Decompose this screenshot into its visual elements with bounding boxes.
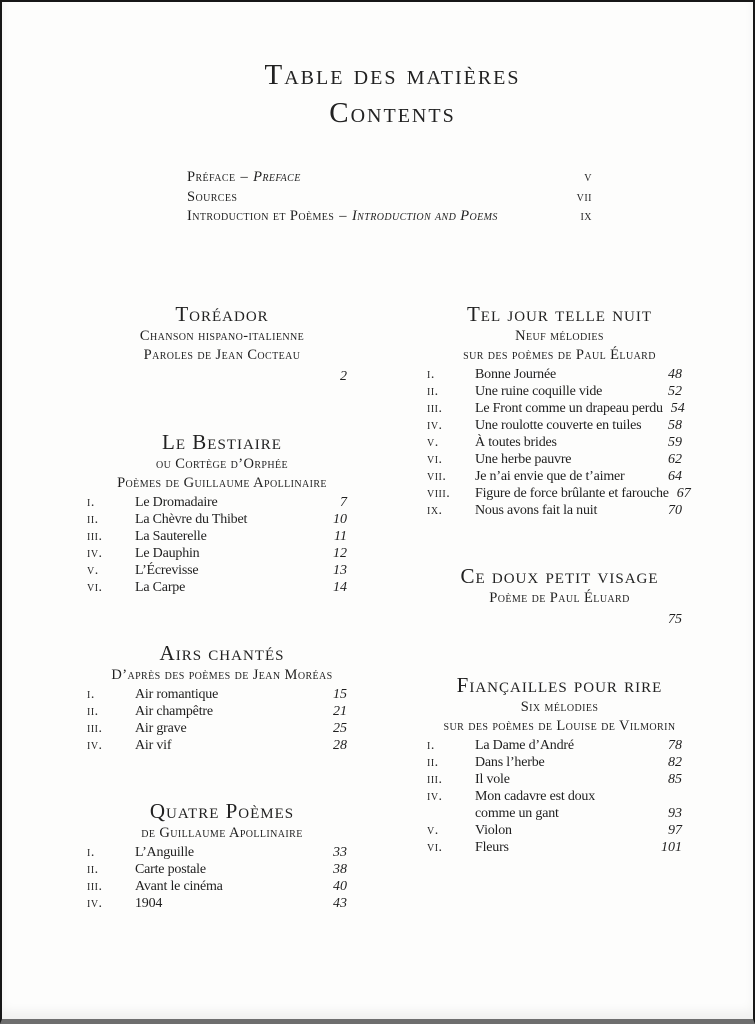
entry-title: Carte postale bbox=[135, 862, 206, 877]
entry-page: 101 bbox=[661, 840, 682, 855]
toc-section-fiancailles-pour-rire bbox=[427, 672, 692, 856]
entry-page: 78 bbox=[668, 738, 682, 753]
entry-page: 25 bbox=[333, 721, 347, 736]
front-matter-label-fr: Sources bbox=[187, 188, 238, 205]
toc-item-list bbox=[87, 494, 357, 596]
section-title: Airs chantés bbox=[159, 641, 285, 665]
entry-numeral: vi. bbox=[427, 840, 443, 855]
entry-title: La Sauterelle bbox=[135, 529, 207, 544]
entry-page: 14 bbox=[333, 580, 347, 595]
entry-title: La Chèvre du Thibet bbox=[135, 512, 248, 527]
entry-title: Air romantique bbox=[135, 687, 219, 702]
section-title: Quatre Poèmes bbox=[149, 799, 295, 823]
entry-page: 21 bbox=[333, 704, 347, 719]
entry-page: 48 bbox=[668, 367, 682, 382]
section-subtitle: sur des poèmes de Paul Éluard bbox=[463, 347, 656, 363]
section-subtitle: Neuf mélodies bbox=[515, 328, 604, 344]
toc-entry bbox=[427, 771, 682, 788]
entry-title: Nous avons fait la nuit bbox=[475, 503, 598, 518]
toc-entry bbox=[87, 720, 347, 737]
entry-page: 59 bbox=[668, 435, 682, 450]
toc-entry bbox=[427, 451, 682, 468]
entry-page: 10 bbox=[333, 512, 347, 527]
entry-page: 43 bbox=[333, 896, 347, 911]
toc-entry bbox=[427, 383, 682, 400]
entry-numeral: iv. bbox=[87, 896, 103, 911]
entry-numeral: i. bbox=[87, 495, 95, 510]
entry-page: 64 bbox=[668, 469, 682, 484]
toc-entry bbox=[87, 579, 347, 596]
entry-title: L’Anguille bbox=[135, 845, 194, 860]
entry-numeral: i. bbox=[87, 845, 95, 860]
toc-section-toreador bbox=[87, 301, 357, 385]
section-page-row bbox=[427, 610, 692, 628]
front-matter-label-en: Introduction and Poems bbox=[351, 208, 498, 224]
entry-title: Fleurs bbox=[475, 840, 509, 855]
front-matter-separator: – bbox=[240, 169, 249, 185]
entry-page: 67 bbox=[676, 486, 691, 501]
entry-title: Air grave bbox=[135, 721, 187, 736]
section-subtitle: Chanson hispano-italienne bbox=[139, 328, 305, 344]
entry-title: La Carpe bbox=[135, 580, 186, 595]
front-matter-row bbox=[187, 207, 592, 227]
toc-entry bbox=[87, 895, 347, 912]
page-title bbox=[32, 56, 753, 132]
toc-entry bbox=[427, 788, 682, 805]
entry-numeral: iii. bbox=[87, 879, 103, 894]
toc-entry bbox=[87, 861, 347, 878]
entry-numeral: iv. bbox=[427, 418, 443, 433]
section-subtitle: sur des poèmes de Louise de Vilmorin bbox=[443, 718, 676, 734]
front-matter-label-en: Preface bbox=[253, 169, 301, 185]
section-subtitle: Paroles de Jean Cocteau bbox=[143, 347, 301, 363]
toc-entry bbox=[87, 494, 347, 511]
toc-entry bbox=[427, 417, 682, 434]
toc-entry bbox=[427, 839, 682, 856]
front-matter-label bbox=[187, 207, 498, 227]
entry-numeral: vi. bbox=[427, 452, 443, 467]
toc-item-list bbox=[427, 737, 692, 856]
entry-numeral: iii. bbox=[87, 529, 103, 544]
entry-numeral: v. bbox=[427, 435, 439, 450]
entry-page: 54 bbox=[670, 401, 685, 416]
entry-page: 70 bbox=[668, 503, 682, 518]
entry-numeral: ii. bbox=[427, 755, 439, 770]
column-right bbox=[427, 301, 692, 912]
entry-numeral: ii. bbox=[87, 704, 99, 719]
toc-entry bbox=[427, 737, 682, 754]
entry-title: Figure de force brûlante et farouche bbox=[475, 486, 669, 501]
toc-entry bbox=[427, 366, 682, 383]
entry-numeral: iv. bbox=[87, 738, 103, 753]
toc-entry bbox=[87, 878, 347, 895]
front-matter-label-fr: Introduction et Poèmes bbox=[187, 208, 335, 224]
section-subtitle: Poèmes de Guillaume Apollinaire bbox=[117, 475, 327, 491]
section-title: Toréador bbox=[175, 302, 269, 326]
entry-title: Air champêtre bbox=[135, 704, 213, 719]
toc-entry bbox=[87, 528, 347, 545]
entry-page: 93 bbox=[668, 806, 682, 821]
entry-title: Le Front comme un drapeau perdu bbox=[475, 401, 663, 416]
toc-entry bbox=[87, 737, 347, 754]
toc-entry-continuation bbox=[427, 805, 682, 822]
front-matter-label bbox=[187, 168, 301, 188]
section-title: Le Bestiaire bbox=[162, 430, 282, 454]
entry-numeral: iii. bbox=[87, 721, 103, 736]
front-matter-row bbox=[187, 168, 592, 188]
toc-section-le-bestiaire bbox=[87, 429, 357, 596]
entry-page: 12 bbox=[333, 546, 347, 561]
toc-section-airs-chantes bbox=[87, 640, 357, 754]
section-subtitle: D’après des poèmes de Jean Moréas bbox=[111, 667, 333, 683]
section-title: Ce doux petit visage bbox=[460, 564, 659, 588]
entry-numeral: ii. bbox=[87, 862, 99, 877]
entry-title: La Dame d’André bbox=[475, 738, 574, 753]
entry-numeral: iv. bbox=[427, 789, 443, 804]
entry-title: À toutes brides bbox=[475, 435, 557, 450]
entry-numeral: ii. bbox=[427, 384, 439, 399]
entry-title: Dans l’herbe bbox=[475, 755, 545, 770]
section-subtitle: de Guillaume Apollinaire bbox=[141, 825, 303, 841]
entry-title-continuation: comme un gant bbox=[475, 806, 559, 821]
toc-section-ce-doux-petit-visage bbox=[427, 563, 692, 628]
entry-numeral: iii. bbox=[427, 401, 443, 416]
toc-entry bbox=[87, 703, 347, 720]
front-matter-page: ix bbox=[580, 208, 592, 224]
entry-page: 7 bbox=[340, 495, 347, 510]
entry-page: 58 bbox=[668, 418, 682, 433]
entry-title: Le Dromadaire bbox=[135, 495, 218, 510]
entry-page: 13 bbox=[333, 563, 347, 578]
entry-page: 15 bbox=[333, 687, 347, 702]
entry-numeral: i. bbox=[87, 687, 95, 702]
front-matter-page: vii bbox=[576, 188, 592, 205]
entry-numeral: iii. bbox=[427, 772, 443, 787]
toc-item-list bbox=[87, 844, 357, 912]
entry-title: Violon bbox=[475, 823, 512, 838]
entry-title: 1904 bbox=[135, 896, 163, 911]
toc-section-quatre-poemes bbox=[87, 798, 357, 912]
toc-entry bbox=[87, 562, 347, 579]
entry-title: Une ruine coquille vide bbox=[475, 384, 603, 399]
toc-entry bbox=[427, 822, 682, 839]
entry-title: Je n’ai envie que de t’aimer bbox=[475, 469, 625, 484]
entry-numeral: i. bbox=[427, 738, 435, 753]
front-matter-separator: – bbox=[339, 208, 347, 224]
entry-page: 62 bbox=[668, 452, 682, 467]
entry-numeral: ix. bbox=[427, 503, 443, 518]
toc-item-list bbox=[87, 686, 357, 754]
toc-entry bbox=[427, 754, 682, 771]
entry-title: Avant le cinéma bbox=[135, 879, 223, 894]
front-matter-page: v bbox=[584, 169, 592, 185]
section-subtitle: ou Cortège d’Orphée bbox=[156, 456, 288, 472]
front-matter-row bbox=[187, 188, 592, 208]
entry-page: 85 bbox=[668, 772, 682, 787]
section-subtitle: Six mélodies bbox=[520, 699, 599, 715]
toc-entry bbox=[87, 844, 347, 861]
entry-title: Une roulotte couverte en tuiles bbox=[475, 418, 642, 433]
toc-entry bbox=[87, 545, 347, 562]
column-left bbox=[87, 301, 357, 912]
entry-numeral: vii. bbox=[427, 469, 447, 484]
section-title: Tel jour telle nuit bbox=[466, 302, 653, 326]
page-title-english: Contents bbox=[329, 97, 456, 129]
entry-title: Le Dauphin bbox=[135, 546, 200, 561]
entry-page: 38 bbox=[333, 862, 347, 877]
front-matter-label-fr: Préface bbox=[187, 169, 236, 185]
toc-entry bbox=[87, 511, 347, 528]
entry-page: 33 bbox=[333, 845, 347, 860]
toc-entry bbox=[427, 468, 682, 485]
toc-entry bbox=[427, 434, 682, 451]
entry-title: Il vole bbox=[475, 772, 510, 787]
toc-entry bbox=[427, 502, 682, 519]
entry-numeral: v. bbox=[87, 563, 99, 578]
entry-numeral: i. bbox=[427, 367, 435, 382]
entry-page: 40 bbox=[333, 879, 347, 894]
entry-title: Une herbe pauvre bbox=[475, 452, 572, 467]
toc-item-list bbox=[427, 366, 692, 519]
entry-page: 11 bbox=[334, 529, 347, 544]
toc-entry bbox=[427, 485, 691, 502]
entry-page: 82 bbox=[668, 755, 682, 770]
entry-numeral: iv. bbox=[87, 546, 103, 561]
entry-title: Air vif bbox=[135, 738, 172, 753]
section-page: 2 bbox=[340, 369, 347, 384]
front-matter bbox=[187, 168, 592, 227]
entry-title: Mon cadavre est doux bbox=[475, 789, 596, 804]
entry-title: Bonne Journée bbox=[475, 367, 556, 382]
toc-entry bbox=[427, 400, 685, 417]
entry-numeral: ii. bbox=[87, 512, 99, 527]
entry-numeral: viii. bbox=[427, 486, 451, 501]
entry-page: 52 bbox=[668, 384, 682, 399]
toc-section-tel-jour-telle-nuit bbox=[427, 301, 692, 519]
front-matter-label bbox=[187, 188, 247, 208]
toc-entry bbox=[87, 686, 347, 703]
entry-page: 97 bbox=[668, 823, 682, 838]
toc-columns bbox=[87, 301, 692, 912]
section-subtitle: Poème de Paul Éluard bbox=[489, 590, 630, 606]
section-page-row bbox=[87, 367, 357, 385]
entry-page: 28 bbox=[333, 738, 347, 753]
page-title-french: Table des matières bbox=[264, 59, 521, 91]
section-title: Fiançailles pour rire bbox=[456, 673, 663, 697]
section-page: 75 bbox=[668, 612, 682, 627]
entry-numeral: vi. bbox=[87, 580, 103, 595]
entry-title: L’Écrevisse bbox=[135, 563, 199, 578]
entry-numeral: v. bbox=[427, 823, 439, 838]
